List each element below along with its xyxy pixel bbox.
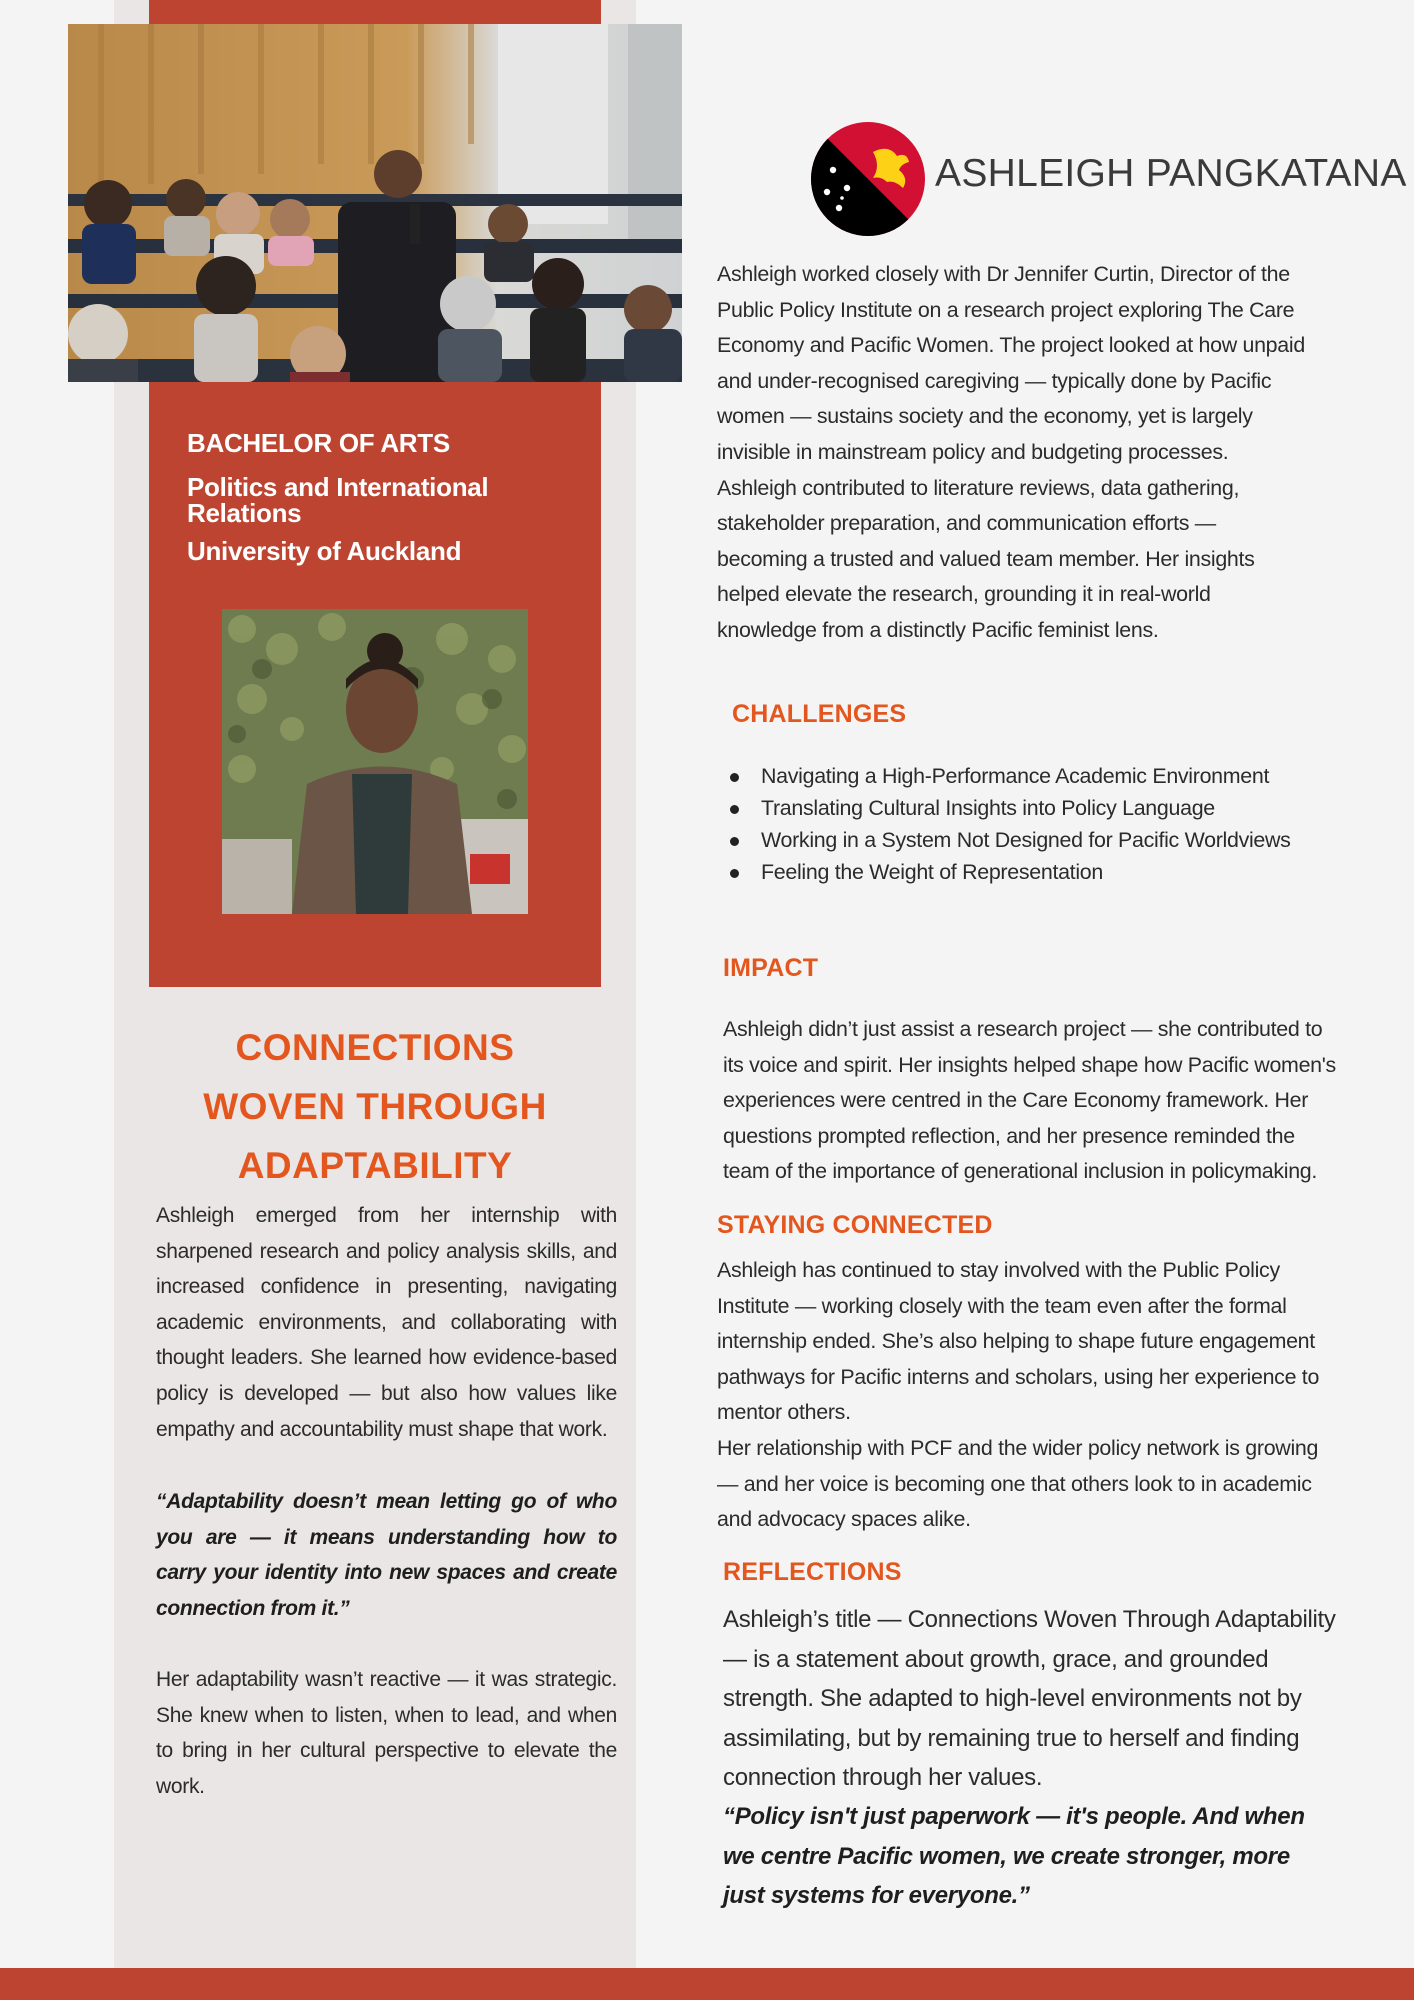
adaptability-quote: “Adaptability doesn’t mean letting go of who you are — it means understanding how to carry your identity into new spaces and create connection from it.” (156, 1490, 617, 1620)
impact-paragraph: Ashleigh didn’t just assist a research project — she contributed to its voice and spirit. Her insights helped shape how Pacific women's experiences were centred in the Care Economy framework. Her questions prompted reflection, and her presence reminded the team of the importance of generational inclusion in policymaking. (723, 1017, 1336, 1184)
story-title (150, 1018, 600, 1195)
left-intro-paragraph: Ashleigh emerged from her internship with sharpened research and policy analysis skills, and increased confidence in presenting, navigating academic environments, and collaborating with thought leaders. She learned how evidence-based policy is developed — but also how values like empathy and accountability must shape that work. (156, 1204, 617, 1441)
list-item: Feeling the Weight of Representation (730, 856, 1291, 888)
title-line-2: WOVEN THROUGH (203, 1086, 547, 1127)
degree-title: BACHELOR OF ARTS (187, 428, 450, 458)
major-title: Politics and International Relations (187, 472, 489, 528)
title-line-1: CONNECTIONS (235, 1027, 515, 1068)
reflections-paragraph: Ashleigh’s title — Connections Woven Through Adaptability — is a statement about growth, grace, and grounded strength. She adapted to high-level environments not by assimilating, but by remaining true to herself and finding connection through her values. (723, 1606, 1336, 1791)
reflections-heading: REFLECTIONS (723, 1558, 902, 1586)
staying-connected-text (717, 1253, 1337, 1538)
list-item: Working in a System Not Designed for Pacific Worldviews (730, 824, 1291, 856)
impact-heading: IMPACT (723, 954, 819, 982)
policy-quote: “Policy isn't just paperwork — it's people. And when we centre Pacific women, we create stronger, more just systems for everyone.” (723, 1803, 1305, 1909)
staying-connected-heading: STAYING CONNECTED (717, 1211, 993, 1239)
lecture-hall-photo (68, 24, 682, 382)
portrait-photo (222, 609, 528, 914)
list-item: Navigating a High-Performance Academic Environment (730, 760, 1291, 792)
footer-bar (0, 1968, 1414, 2000)
list-item: Translating Cultural Insights into Policy Language (730, 792, 1291, 824)
staying-connected-paragraph-1: Ashleigh has continued to stay involved with the Public Policy Institute — working closely with the team even after the formal internship ended. She’s also helping to shape future engagement pathways for Pacific interns and scholars, using her experience to mentor others. (717, 1258, 1320, 1425)
papua-new-guinea-flag-icon (811, 122, 925, 236)
staying-connected-paragraph-2: Her relationship with PCF and the wider policy network is growing — and her voice is becoming one that others look to in academic and advocacy spaces alike. (717, 1435, 1319, 1532)
challenges-list (730, 760, 1291, 888)
university-name: University of Auckland (187, 536, 462, 566)
challenges-heading: CHALLENGES (732, 700, 907, 728)
student-name: ASHLEIGH PANGKATANA (935, 152, 1407, 195)
left-closing-paragraph: Her adaptability wasn’t reactive — it was strategic. She knew when to listen, when to lead, and when to bring in her cultural perspective to elevate the work. (156, 1668, 617, 1798)
degree-info (187, 430, 607, 582)
title-line-3: ADAPTABILITY (237, 1145, 513, 1186)
project-intro-paragraph: Ashleigh worked closely with Dr Jennifer Curtin, Director of the Public Policy Institute on a research project exploring The Care Economy and Pacific Women. The project looked at how unpaid and under-recognised caregiving — typically done by Pacific women — sustains society and the economy, yet is largely invisible in mainstream policy and budgeting processes. Ashleigh contributed to literature reviews, data gathering, stakeholder preparation, and communication efforts — becoming a trusted and valued team member. Her insights helped elevate the research, grounding it in real-world knowledge from a distinctly Pacific feminist lens. (717, 262, 1305, 642)
